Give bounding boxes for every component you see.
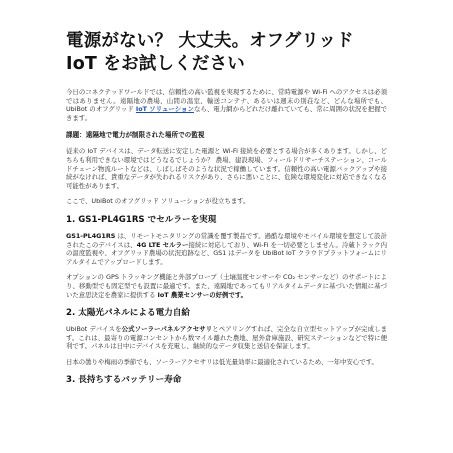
section-2-paragraph-1: UbiBot デバイスを公式ソーラーパネルアクセサリとペアリングすれば、完全な自立型セットアップが完成します。これは、最寄りの電源コンセントから数マイル離れた農地、屋外倉庫施設、研究ステーションなどで特に便利です。パネルは日中にデバイスを充電し、継続的なデータ収集と送信を保証します。 — [66, 325, 387, 351]
section-3-heading: 3. 長持ちするバッテリー寿命 — [66, 375, 182, 386]
iot-solution-link[interactable]: IoT ソリューション — [135, 105, 194, 114]
section-2-heading: 2. 太陽光パネルによる電力自給 — [66, 308, 190, 319]
intro-paragraph: 今日のコネクテッドワールドでは、信頼性の高い監視を実現するために、常時電源や Wi-Fi へのアクセスは必須ではありません。遠隔地の農場、山間の温室、輸送コンテナ、あるいは週末の別荘など、どんな場所でも、UbiBot のオフグリッド IoT ソリューションなら、電力網からどれだけ離れていても、常に周囲の状況を把握できます。 — [66, 88, 388, 122]
section-1-paragraph-2: オプションの GPS トラッキング機能と外部プローブ（土壌温度センサーや CO₂ センサーなど）のサポートにより、移動型でも固定型でも設置に最適です。また、遠隔地であってもリアルタイムデータに基づいた情報に基づいた意思決定を農家に提供する IoT 農業センサーの好例です。 — [66, 273, 387, 299]
challenge-note: ここで、UbiBot のオフグリッド ソリューションが役立ちます。 — [66, 197, 250, 206]
section-2-paragraph-2: 日本の曇りや梅雨の季節でも、ソーラーアクセサリは低光量効率に最適化されているため、一年中安心です。 — [66, 357, 378, 366]
title-line-2: IoT をお試しください — [66, 54, 245, 74]
page-title — [66, 30, 387, 76]
challenge-paragraph: 従来の IoT デバイスは、データ転送に安定した電源と Wi-Fi 接続を必要とする場合が多くあります。しかし、どちらも利用できない環境ではどうなるでしょうか？ 農場、建設現場、フィールドリサーチステーション、コールドチェーン物流ルートなどは、しばしばそのような状況で稼働しています。信頼性の高い電源バックアップや接続がなければ、貴重なデータが失われるリスクがあり、さらに悪いことに、危険な環境変化に対応できなくなる可能性があります。 — [66, 147, 387, 190]
title-line-1: 電源がない？ 大丈夫。オフグリッド — [66, 31, 354, 51]
section-1-paragraph-1: GS1-PL4G1RS は、リモートモニタリングの常識を覆す製品です。過酷な環境やモバイル環境を想定して設計されたこのデバイスは、4G LTE セルラー接続に対応しており、Wi-Fi を一切必要としません。冷蔵トラック内の温度監視や、オフグリッド農場の状況追跡など、GS1 はデータを UbiBot IoT クラウドプラットフォームにリアルタイムでアップロードします。 — [66, 231, 387, 266]
section-1-heading: 1. GS1-PL4G1RS でセルラーを実現 — [66, 214, 217, 225]
challenge-heading: 課題：遠隔地で電力が制限された場所での監視 — [66, 131, 205, 140]
